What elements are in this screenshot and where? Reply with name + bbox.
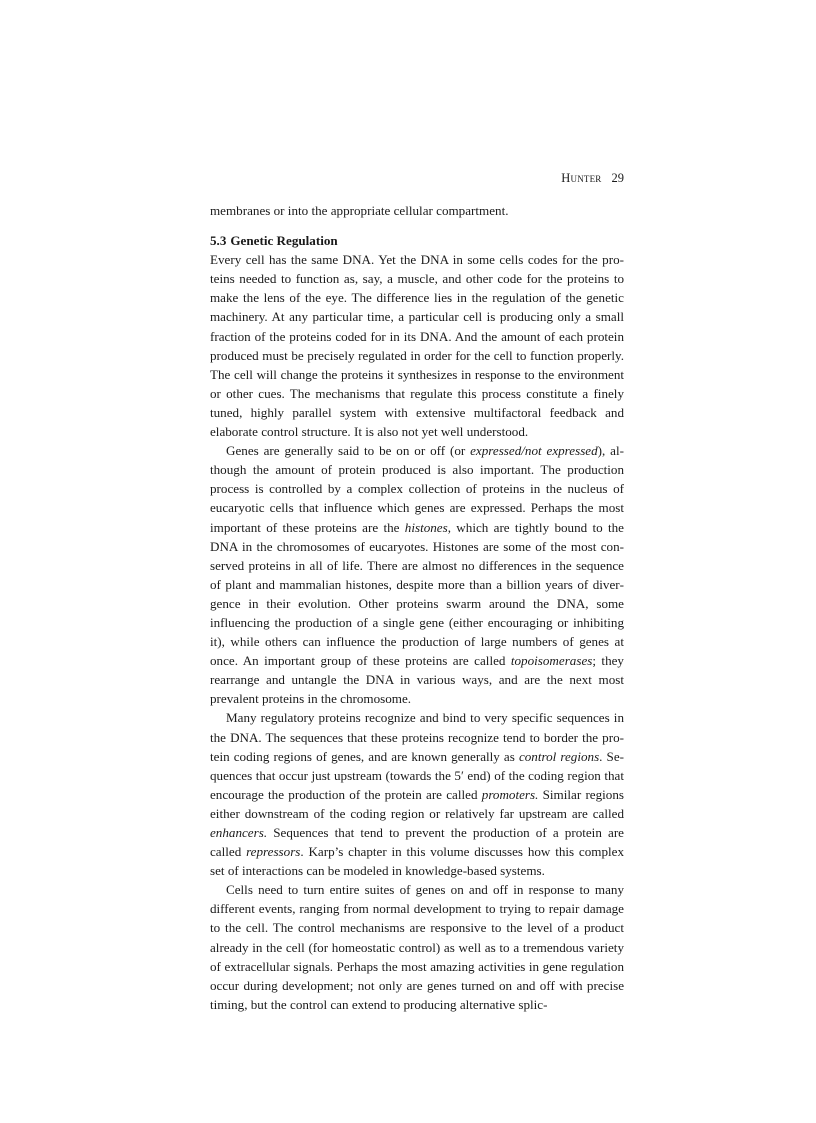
term-control-regions: control regions — [518, 748, 600, 764]
term-histones: histones — [404, 519, 448, 535]
section-title: Genetic Regulation — [230, 233, 338, 249]
term-enhancers: enhancers. — [210, 825, 268, 840]
running-head — [210, 170, 624, 186]
term-topoisomerases: topoisomerases — [510, 653, 593, 669]
section-number: 5.3 — [210, 233, 227, 249]
paragraph-2 — [210, 441, 624, 708]
paragraph-3-text: . Karp’s chapter in this volume discusses how this complex set of interactions can be modeled in knowledge-based systems. — [210, 844, 624, 879]
text-block — [210, 201, 624, 1014]
running-head-author: Hunter — [561, 171, 602, 185]
paragraph-3-text: . Sequences that occur just upstream (towards the 5′ end) of the coding region that encourage the production of the protein are called — [210, 748, 625, 802]
paragraph-2-text: Genes are generally said to be on or off (or — [226, 443, 471, 459]
paragraph-4: Cells need to turn entire suites of genes on and off in response to many different events, ranging from normal development to trying to repair damage to the cell. The control mechanisms are responsive to the level of a product already in the cell (for homeostatic control) as well as to a tremendous variety of extracellular signals. Perhaps the most amazing activities in gene regulation occur during development; not only are genes turned on and off with precise timing, but the control can extend to producing alternative splic- — [210, 882, 624, 1012]
paragraph-3-text: Similar regions either downstream of the coding region or relatively far upstream are called — [210, 786, 624, 821]
paragraph-2-text: , which are tightly bound to the DNA in the chromosomes of eucaryotes. Histones are some of the most conserved proteins in all of life. There are almost no differences in the sequence of plant and mammalian histones, despite more than a billion years of divergence in their evolution. Other proteins swarm around the DNA, some influencing the production of a single gene (either encouraging or inhibiting it), while others can influence the production of large numbers of genes at once. An important group of these proteins are called — [210, 519, 624, 669]
paragraph-3 — [210, 708, 624, 880]
paragraph-1: Every cell has the same DNA. Yet the DNA in some cells codes for the proteins needed to function as, say, a muscle, and other code for the proteins to make the lens of the eye. The difference lies in the regulation of the genetic machinery. At any particular time, a particular cell is producing only a small fraction of the proteins coded for in its DNA. And the amount of each protein produced must be precisely regulated in order for the cell to function properly. The cell will change the proteins it synthesizes in response to the environment or other cues. The mechanisms that regulate this process constitute a finely tuned, highly parallel system with extensive multifactoral feedback and elaborate control structure. It is also not yet well understood. — [210, 252, 624, 440]
carry-over-paragraph: membranes or into the appropriate cellular compartment. — [210, 203, 509, 218]
term-expressed: expressed/not expressed — [470, 443, 598, 459]
term-promoters: promoters. — [481, 786, 539, 802]
paragraph-2-text: ; they rearrange and untangle the DNA in various ways, and are the next most prevalent proteins in the chromosome. — [210, 653, 624, 707]
section-heading — [210, 231, 624, 250]
paragraph-3-text: Many regulatory proteins recognize and bind to very specific sequences in the DNA. The sequences that these proteins recognize tend to border the protein coding regions of genes, and are known generally as — [210, 710, 624, 764]
page-number: 29 — [611, 171, 624, 185]
paragraph-3-text: Sequences that tend to prevent the production of a protein are called — [210, 825, 624, 860]
term-repressors: repressors — [246, 844, 301, 860]
paragraph-2-text: ), although the amount of protein produced is also important. The production process is controlled by a complex collection of proteins in the nucleus of eucaryotic cells that influence which genes are expressed. Perhaps the most important of these proteins are the — [210, 443, 624, 535]
